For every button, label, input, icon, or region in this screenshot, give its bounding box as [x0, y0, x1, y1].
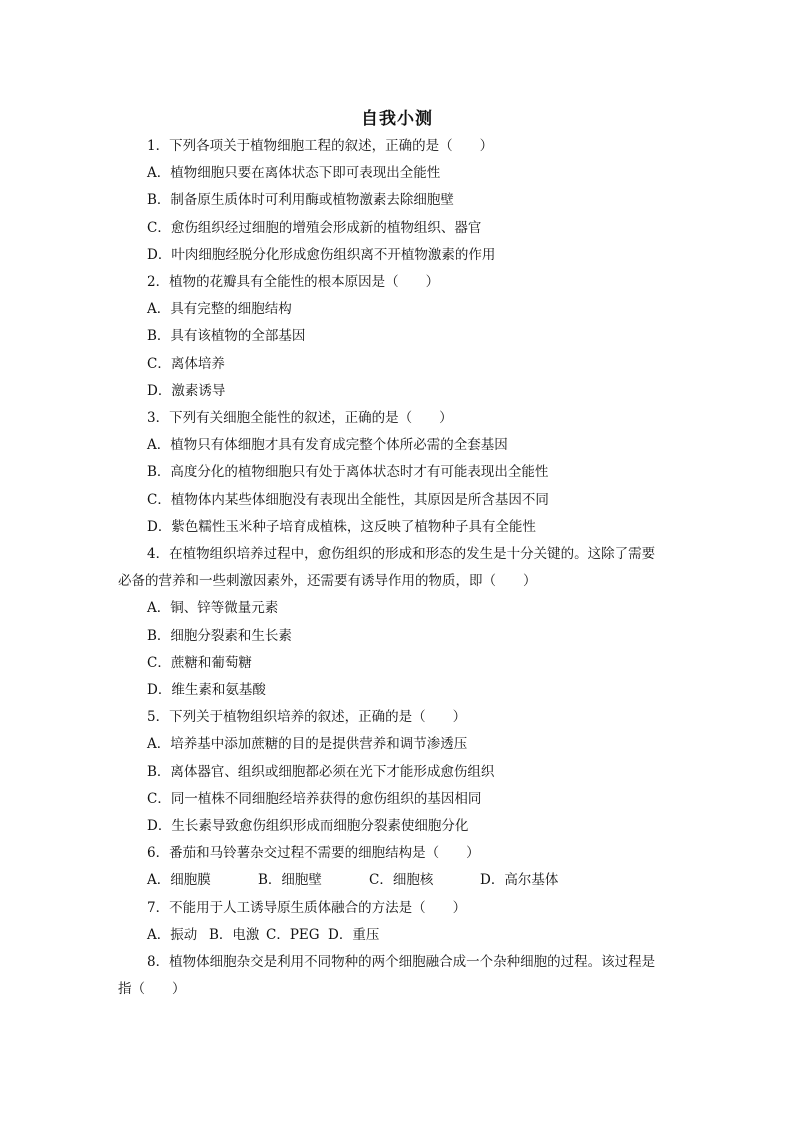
question-4-stem-line-2: 必备的营养和一些刺激因素外，还需要有诱导作用的物质，即（ ） [118, 573, 537, 590]
question-3-option-c: C．植物体内某些体细胞没有表现出全能性，其原因是所含基因不同 [147, 491, 549, 508]
question-8-stem-line-2: 指（ ） [118, 981, 186, 998]
question-7-stem: 7．不能用于人工诱导原生质体融合的方法是（ ） [147, 899, 467, 916]
question-3-option-a: A．植物只有体细胞才具有发育成完整个体所必需的全套基因 [147, 437, 508, 454]
question-7-option-b: B．电激 [209, 926, 260, 943]
question-7-option-c: C．PEG [266, 926, 320, 943]
question-3-stem: 3．下列有关细胞全能性的叙述，正确的是（ ） [147, 410, 453, 427]
question-6-option-a: A．细胞膜 [147, 872, 211, 889]
question-4-option-d: D．维生素和氨基酸 [147, 682, 266, 699]
question-1-option-a: A．植物细胞只要在离体状态下即可表现出全能性 [147, 165, 441, 182]
question-4-option-b: B．细胞分裂素和生长素 [147, 627, 292, 644]
question-6-option-b: B．细胞壁 [258, 872, 322, 889]
question-2-option-a: A．具有完整的细胞结构 [147, 301, 292, 318]
question-1-option-d: D．叶肉细胞经脱分化形成愈伤组织离不开植物激素的作用 [147, 246, 496, 263]
question-6-option-c: C．细胞核 [369, 872, 434, 889]
question-8-stem-line-1: 8．植物体细胞杂交是利用不同物种的两个细胞融合成一个杂种细胞的过程。该过程是 [147, 954, 656, 971]
question-2-option-b: B．具有该植物的全部基因 [147, 328, 306, 345]
question-5-option-d: D．生长素导致愈伤组织形成而细胞分裂素使细胞分化 [147, 818, 469, 835]
question-list [118, 133, 678, 1004]
question-5-stem: 5．下列关于植物组织培养的叙述，正确的是（ ） [147, 709, 467, 726]
question-1-option-c: C．愈伤组织经过细胞的增殖会形成新的植物组织、器官 [147, 219, 482, 236]
question-3-option-b: B．高度分化的植物细胞只有处于离体状态时才有可能表现出全能性 [147, 464, 549, 481]
question-3-option-d: D．紫色糯性玉米种子培育成植株，这反映了植物种子具有全能性 [147, 518, 536, 535]
question-6-options [118, 867, 678, 894]
question-4-option-a: A．铜、锌等微量元素 [147, 600, 279, 617]
question-4-option-c: C．蔗糖和葡萄糖 [147, 654, 252, 671]
page-title: 自我小测 [361, 109, 433, 129]
question-6-option-d: D．高尔基体 [480, 872, 559, 889]
question-4-stem-line-1: 4．在植物组织培养过程中，愈伤组织的形成和形态的发生是十分关键的。这除了需要 [147, 546, 656, 563]
question-5-option-c: C．同一植株不同细胞经培养获得的愈伤组织的基因相同 [147, 790, 482, 807]
question-7-option-a: A．振动 [147, 926, 198, 943]
question-6-stem: 6．番茄和马铃薯杂交过程不需要的细胞结构是（ ） [147, 845, 480, 862]
question-1-option-b: B．制备原生质体时可利用酶或植物激素去除细胞壁 [147, 192, 454, 209]
question-1-stem: 1．下列各项关于植物细胞工程的叙述，正确的是（ ） [147, 138, 494, 154]
question-2-stem: 2．植物的花瓣具有全能性的根本原因是（ ） [147, 274, 440, 291]
question-7-option-d: D．重压 [328, 926, 380, 943]
question-7-options [118, 922, 678, 949]
question-2-option-d: D．激素诱导 [147, 382, 226, 399]
question-5-option-a: A．培养基中添加蔗糖的目的是提供营养和调节渗透压 [147, 736, 468, 753]
question-2-option-c: C．离体培养 [147, 355, 225, 372]
question-5-option-b: B．离体器官、组织或细胞都必须在光下才能形成愈伤组织 [147, 763, 495, 780]
